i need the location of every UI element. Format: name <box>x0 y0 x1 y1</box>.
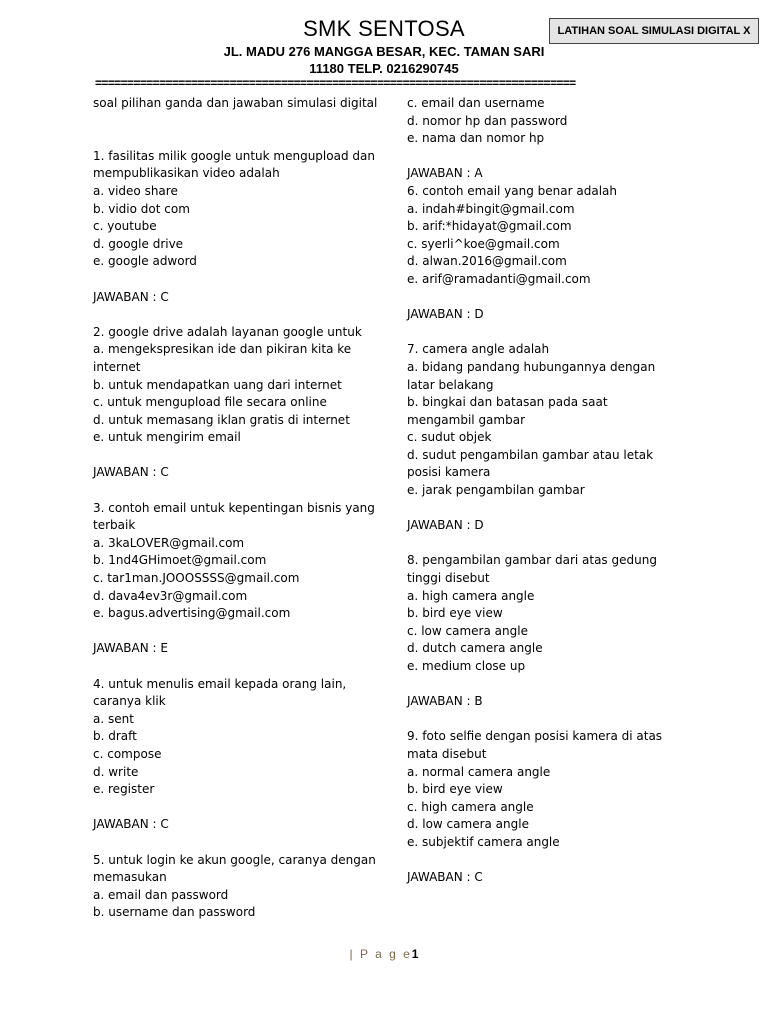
spacer <box>407 148 677 166</box>
spacer <box>407 500 677 518</box>
spacer <box>93 271 383 289</box>
answer-option: c. email dan username <box>407 96 545 110</box>
question-text: 6. contoh email yang benar adalah <box>407 183 617 198</box>
answer-option: c. high camera angle <box>407 799 534 814</box>
answer-option: a. normal camera angle <box>407 764 551 779</box>
answer-option: e. untuk mengirim email <box>93 430 241 445</box>
answer-option: b. bingkai dan batasan pada saat mengambil gambar <box>407 395 608 427</box>
answer-option: d. low camera angle <box>407 817 529 832</box>
spacer <box>93 834 383 852</box>
page-label: | P a g e <box>349 947 412 961</box>
question-block <box>93 676 383 799</box>
spacer <box>407 711 677 729</box>
page-footer <box>0 947 768 961</box>
answer-option: b. arif:*hidayat@gmail.com <box>407 219 572 234</box>
question-block <box>407 183 677 289</box>
answer-option: d. nomor hp dan password <box>407 113 568 128</box>
answer-option: b. bird eye view <box>407 782 503 797</box>
answer-key: JAWABAN : B <box>407 694 483 709</box>
answer-option: c. compose <box>93 746 162 761</box>
answer-option: d. google drive <box>93 236 184 251</box>
answer-option: a. video share <box>93 183 178 198</box>
question-block <box>407 728 677 851</box>
answer-option: a. high camera angle <box>407 588 535 603</box>
answer-option: c. tar1man.JOOOSSSS@gmail.com <box>93 571 300 586</box>
spacer <box>93 658 383 676</box>
header-separator: =========================================================================== <box>95 76 576 90</box>
answer-option: c. low camera angle <box>407 623 528 638</box>
answer-option: e. nama dan nomor hp <box>407 131 545 146</box>
spacer <box>407 535 677 553</box>
spacer <box>407 676 677 694</box>
spacer <box>93 799 383 817</box>
answer-option: b. bird eye view <box>407 606 503 621</box>
address-line-1: JL. MADU 276 MANGGA BESAR, KEC. TAMAN SARI <box>223 44 545 59</box>
answer-key: JAWABAN : D <box>407 307 484 322</box>
answer-option: c. sudut objek <box>407 430 492 445</box>
answer-option: d. write <box>93 764 139 779</box>
answer-option: c. syerli^koe@gmail.com <box>407 236 560 251</box>
school-name: SMK SENTOSA <box>303 16 465 41</box>
answer-option: d. untuk memasang iklan gratis di internet <box>93 412 350 427</box>
address-line-2: 11180 TELP. 0216290745 <box>309 61 459 76</box>
answer-option: b. username dan password <box>93 905 256 920</box>
spacer <box>93 130 383 148</box>
answer-option: e. arif@ramadanti@gmail.com <box>407 271 591 286</box>
spacer <box>93 447 383 465</box>
answer-option: b. 1nd4GHimoet@gmail.com <box>93 553 267 568</box>
question-text: 2. google drive adalah layanan google untuk <box>93 324 362 339</box>
answer-key: JAWABAN : E <box>93 641 168 656</box>
spacer <box>93 306 383 324</box>
answer-option: a. mengekspresikan ide dan pikiran kita ke internet <box>93 342 352 374</box>
answer-option: e. bagus.advertising@gmail.com <box>93 606 291 621</box>
answer-option: b. untuk mendapatkan uang dari internet <box>93 377 342 392</box>
spacer <box>93 482 383 500</box>
question-block <box>93 500 383 623</box>
answer-option: e. google adword <box>93 254 197 269</box>
answer-option: d. sudut pengambilan gambar atau letak posisi kamera <box>407 447 654 480</box>
answer-key: JAWABAN : D <box>407 518 484 533</box>
spacer <box>407 289 677 307</box>
question-text: 7. camera angle adalah <box>407 342 550 357</box>
answer-option: d. alwan.2016@gmail.com <box>407 254 567 269</box>
answer-option: c. untuk mengupload file secara online <box>93 395 327 410</box>
question-block <box>407 552 677 675</box>
answer-option: b. vidio dot com <box>93 201 190 216</box>
intro-text: soal pilihan ganda dan jawaban simulasi digital <box>93 96 378 110</box>
spacer <box>407 887 677 905</box>
question-text: 8. pengambilan gambar dari atas gedung tinggi disebut <box>407 553 657 586</box>
answer-key: JAWABAN : C <box>93 289 169 304</box>
right-column <box>407 95 677 904</box>
answer-option: e. register <box>93 782 155 797</box>
answer-option: e. jarak pengambilan gambar <box>407 483 585 498</box>
question-block <box>407 341 677 499</box>
spacer <box>407 852 677 870</box>
answer-option: a. 3kaLOVER@gmail.com <box>93 535 245 550</box>
question-block <box>93 324 383 447</box>
answer-option: d. dava4ev3r@gmail.com <box>93 588 248 603</box>
answer-option: a. sent <box>93 711 134 726</box>
answer-key: JAWABAN : C <box>93 465 169 480</box>
page-number: 1 <box>411 947 419 961</box>
spacer <box>93 623 383 641</box>
spacer <box>407 324 677 342</box>
question-text: 3. contoh email untuk kepentingan bisnis yang terbaik <box>93 500 375 533</box>
left-column <box>93 95 383 922</box>
answer-key: JAWABAN : A <box>407 166 483 181</box>
answer-option: d. dutch camera angle <box>407 641 543 656</box>
question-text: 5. untuk login ke akun google, caranya dengan memasukan <box>93 852 376 885</box>
answer-key: JAWABAN : C <box>407 870 483 885</box>
answer-option: e. medium close up <box>407 659 526 673</box>
question-block <box>93 148 383 271</box>
title-box: LATIHAN SOAL SIMULASI DIGITAL X <box>549 18 759 44</box>
answer-option: a. bidang pandang hubungannya dengan latar belakang <box>407 359 656 392</box>
question-block <box>93 852 383 922</box>
answer-option: b. draft <box>93 729 137 744</box>
answer-option: a. email dan password <box>93 887 229 902</box>
answer-option: c. youtube <box>93 219 157 234</box>
question-text: 1. fasilitas milik google untuk mengupload dan mempublikasikan video adalah <box>93 148 375 181</box>
answer-key: JAWABAN : C <box>93 817 169 832</box>
answer-option: e. subjektif camera angle <box>407 834 560 849</box>
answer-option: a. indah#bingit@gmail.com <box>407 201 575 216</box>
question-text: 9. foto selfie dengan posisi kamera di atas mata disebut <box>407 729 663 761</box>
question-text: 4. untuk menulis email kepada orang lain, caranya klik <box>93 676 347 709</box>
